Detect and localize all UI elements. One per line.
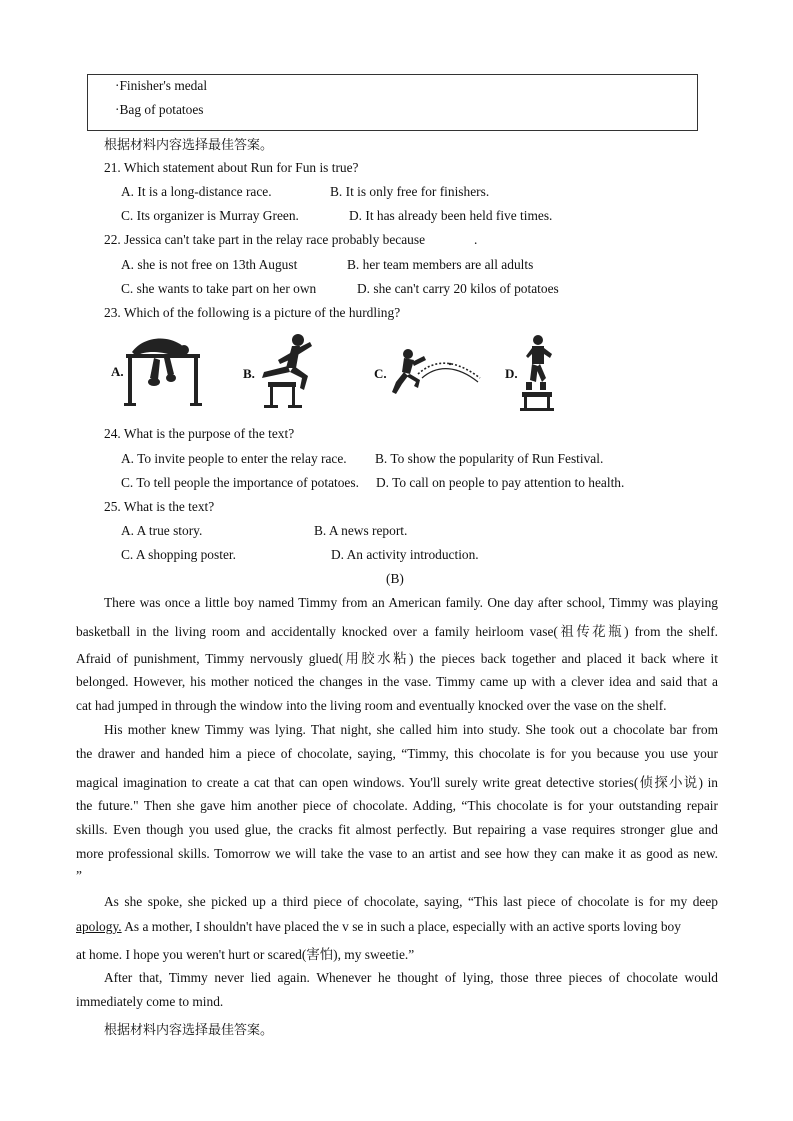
section-b-heading: (B) xyxy=(386,571,404,586)
q21-stem: 21. Which statement about Run for Fun is true? xyxy=(104,160,359,175)
p2-line-2: the drawer and handed him a piece of chocolate, saying, “Timmy, this chocolate is for you because you use your xyxy=(76,746,718,761)
box-item-medal: ·Finisher's medal xyxy=(115,78,208,93)
q22-option-d[interactable]: D. she can't carry 20 kilos of potatoes xyxy=(357,281,559,296)
picture-d-box-jumper-icon[interactable] xyxy=(518,334,558,414)
p3-line-2 xyxy=(76,919,718,935)
apology-underlined: apology. xyxy=(76,919,122,934)
q25-stem: 25. What is the text? xyxy=(104,499,215,514)
q23-stem: 23. Which of the following is a picture of the hurdling? xyxy=(104,305,401,320)
p3-line-2-rest: As a mother, I shouldn't have placed the v se in such a place, especially with an active sports loving boy xyxy=(121,919,681,934)
q25-option-c[interactable]: C. A shopping poster. xyxy=(121,547,236,562)
p3-line-1: As she spoke, she picked up a third piece of chocolate, saying, “This last piece of chocolate is for my deep xyxy=(104,894,718,909)
p1-line-5: cat had jumped in through the window into the living room and eventually knocked over the vase on the shelf. xyxy=(76,698,667,713)
q22-option-c[interactable]: C. she wants to take part on her own xyxy=(121,281,317,296)
box-item-potatoes: ·Bag of potatoes xyxy=(115,102,204,117)
p2-line-3: magical imagination to create a cat that can open windows. You'll surely write great detective stories(侦探小说) in xyxy=(76,775,718,790)
q21-option-a[interactable]: A. It is a long-distance race. xyxy=(121,184,272,199)
picture-c-label[interactable]: C. xyxy=(374,366,387,381)
picture-a-label[interactable]: A. xyxy=(111,364,124,379)
q21-option-d[interactable]: D. It has already been held five times. xyxy=(349,208,553,223)
section-b-instruction: 根据材料内容选择最佳答案。 xyxy=(104,1023,274,1038)
q24-option-b[interactable]: B. To show the popularity of Run Festival. xyxy=(375,451,604,466)
q24-option-d[interactable]: D. To call on people to pay attention to health. xyxy=(376,475,625,490)
p2-line-5: skills. Even though you used glue, the cracks fit almost perfectly. But repairing a vase requires stronger glue and xyxy=(76,822,718,837)
p1-line-2: basketball in the living room and accidentally knocked over a family heirloom vase(祖传花瓶) from the shelf. xyxy=(76,624,718,639)
picture-d-label[interactable]: D. xyxy=(505,366,518,381)
q21-option-b[interactable]: B. It is only free for finishers. xyxy=(330,184,490,199)
p4-line-1: After that, Timmy never lied again. Whenever he thought of lying, those three pieces of chocolate would xyxy=(104,970,718,985)
q22-option-b[interactable]: B. her team members are all adults xyxy=(347,257,534,272)
p2-line-6: more professional skills. Tomorrow we will take the vase to an artist and see how they can make it as good as new. xyxy=(76,846,718,861)
p2-line-7: ” xyxy=(76,868,82,883)
q25-option-b[interactable]: B. A news report. xyxy=(314,523,408,538)
picture-a-jumper-icon[interactable] xyxy=(124,334,208,410)
section-a-instruction: 根据材料内容选择最佳答案。 xyxy=(104,138,274,153)
picture-b-label[interactable]: B. xyxy=(243,366,255,381)
q21-option-c[interactable]: C. Its organizer is Murray Green. xyxy=(121,208,299,223)
q24-option-a[interactable]: A. To invite people to enter the relay race. xyxy=(121,451,347,466)
p2-line-4: the future." Then she gave him another piece of chocolate. Adding, “This chocolate is for your outstanding repair xyxy=(76,798,718,813)
picture-b-hurdler-icon[interactable] xyxy=(256,332,318,412)
q25-option-a[interactable]: A. A true story. xyxy=(121,523,203,538)
p1-line-4: belonged. However, his mother noticed the changes in the vase. Timmy came up with a clever idea and said that a xyxy=(76,674,718,689)
p2-line-1: His mother knew Timmy was lying. That night, she called him into study. She took out a chocolate bar from xyxy=(104,722,718,737)
q24-option-c[interactable]: C. To tell people the importance of potatoes. xyxy=(121,475,359,490)
p1-line-1: There was once a little boy named Timmy from an American family. One day after school, Timmy was playing xyxy=(104,595,718,610)
q22-stem: 22. Jessica can't take part in the relay race probably because xyxy=(104,232,426,247)
q22-option-a[interactable]: A. she is not free on 13th August xyxy=(121,257,298,272)
q24-stem: 24. What is the purpose of the text? xyxy=(104,426,295,441)
p1-line-3: Afraid of punishment, Timmy nervously glued(用胶水粘) the pieces back together and placed it back where it xyxy=(76,651,718,666)
q25-option-d[interactable]: D. An activity introduction. xyxy=(331,547,479,562)
notice-box xyxy=(87,74,698,131)
picture-c-long-jumper-icon[interactable] xyxy=(388,344,484,400)
p4-line-2: immediately come to mind. xyxy=(76,994,224,1009)
p3-line-3: at home. I hope you weren't hurt or scared(害怕), my sweetie.” xyxy=(76,947,415,962)
q22-stem-end: . xyxy=(474,232,478,247)
